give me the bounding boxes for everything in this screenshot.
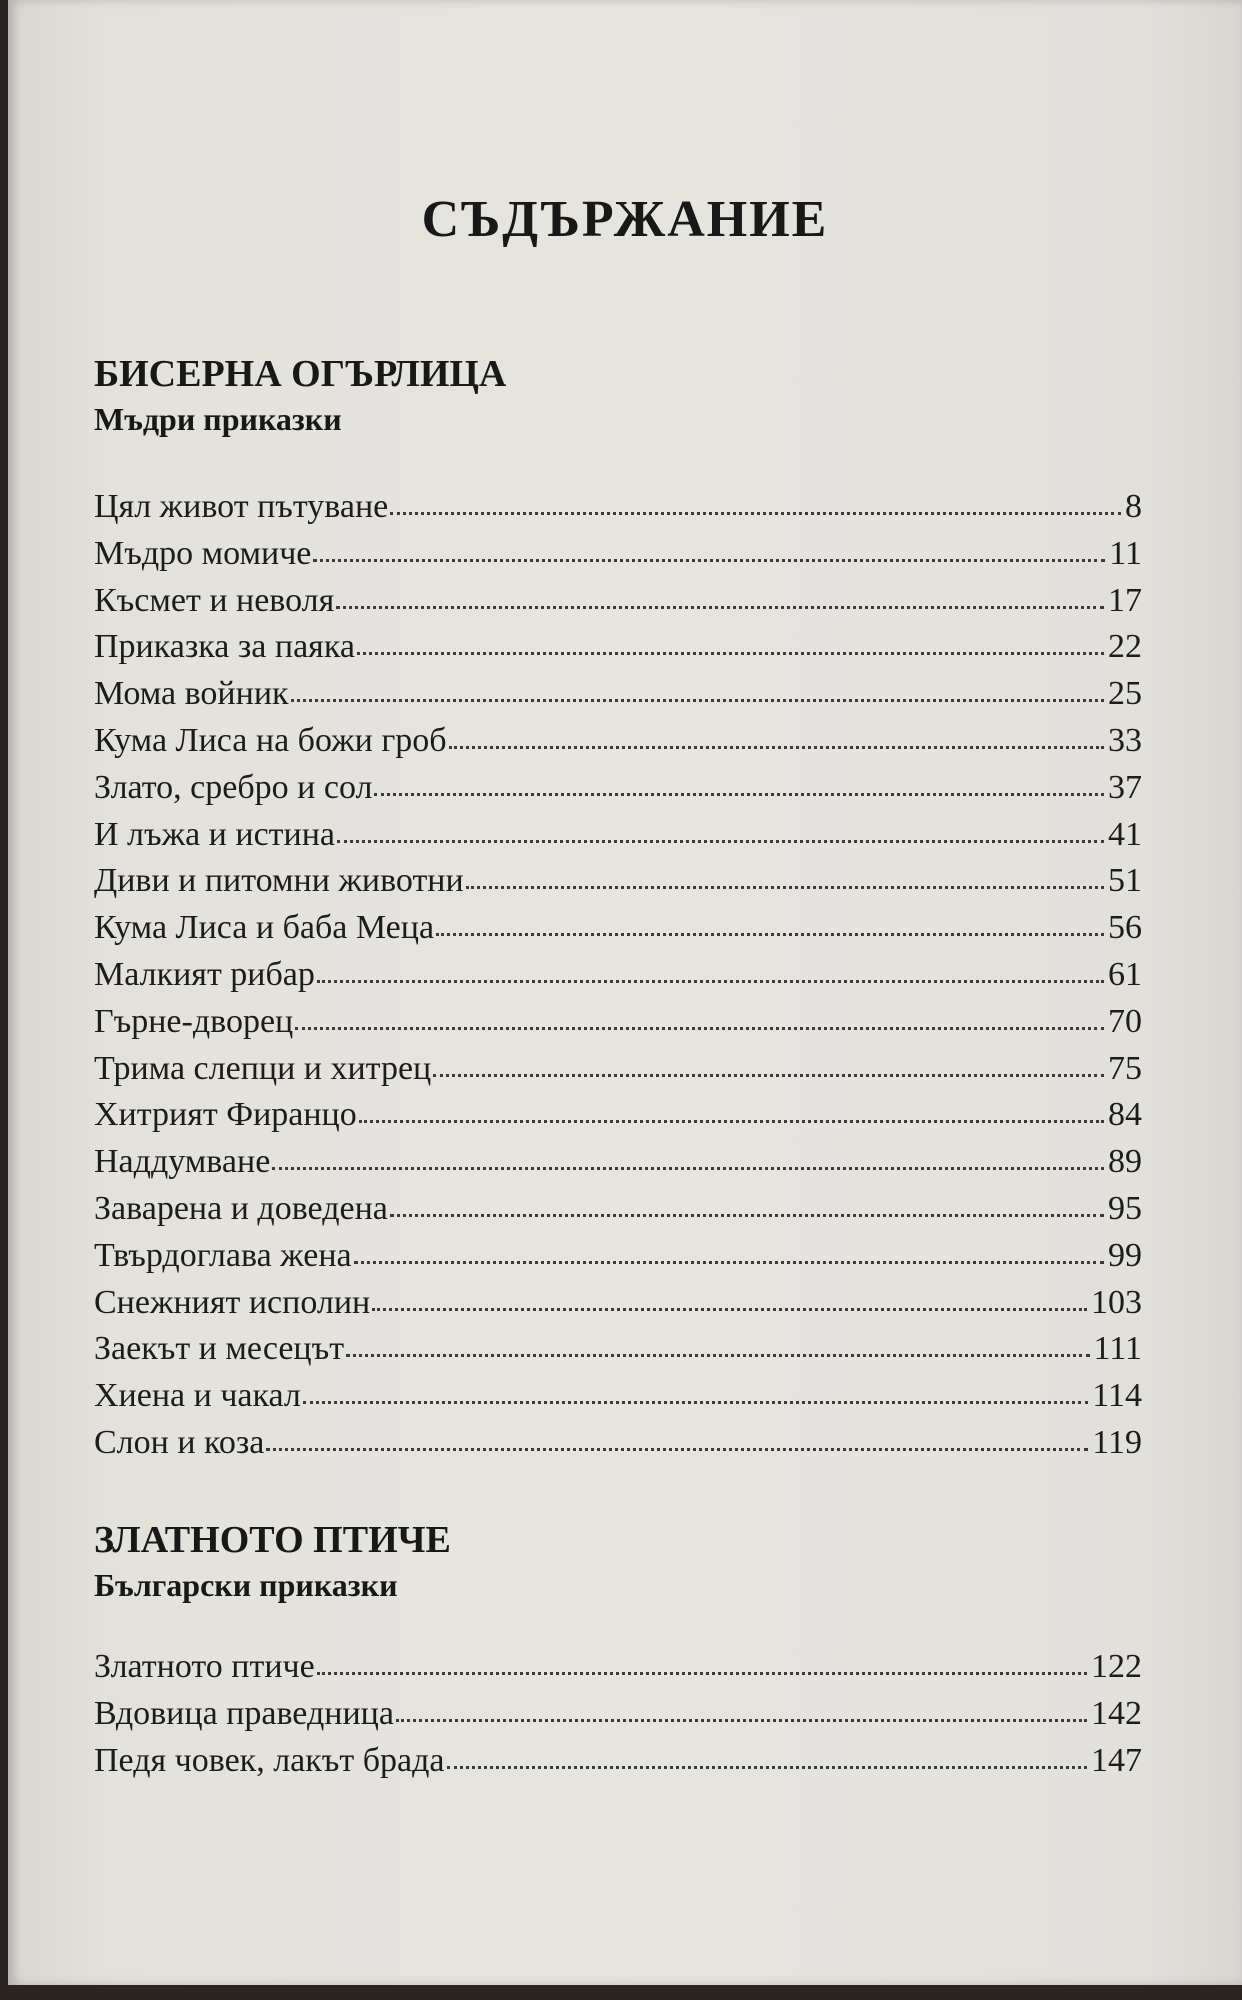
section-subtitle: Български приказки [94, 1567, 398, 1603]
toc-entry-title: Хиена и чакал [94, 1377, 301, 1415]
dot-leader [436, 933, 1104, 936]
toc-entry [94, 1330, 1142, 1377]
toc-entry-title: Злато, сребро и сол [94, 768, 373, 806]
toc-entry [94, 1284, 1142, 1331]
toc-entry-title: Заекът и месецът [94, 1330, 345, 1368]
toc-entry-page-number: 41 [1108, 815, 1142, 853]
toc-entry-page-number: 70 [1108, 1002, 1142, 1040]
dot-leader [374, 793, 1104, 796]
toc-entry-title: Твърдоглава жена [94, 1236, 352, 1274]
toc-entry [94, 1237, 1142, 1284]
toc-entry-page-number: 51 [1108, 862, 1142, 900]
toc-entry [94, 816, 1142, 863]
dot-leader [449, 746, 1104, 749]
toc-entry-page-number: 95 [1108, 1189, 1142, 1227]
dot-leader [372, 1308, 1087, 1311]
book-page [8, 0, 1242, 1985]
toc-entry-page-number: 89 [1108, 1143, 1142, 1181]
dot-leader [291, 699, 1104, 702]
toc-entry-title: Диви и питомни животни [94, 862, 464, 900]
dot-leader [359, 1120, 1104, 1123]
toc-entry-page-number: 103 [1091, 1283, 1142, 1321]
toc-entry-page-number: 8 [1125, 488, 1142, 525]
toc-entry-title: Кума Лиса на божи гроб [94, 721, 447, 759]
toc-entry [94, 769, 1142, 816]
dot-leader [266, 1448, 1088, 1451]
toc-entry [94, 488, 1142, 535]
toc-entry-title: Трима слепци и хитрец [94, 1049, 432, 1087]
toc-entry-page-number: 114 [1092, 1377, 1142, 1415]
dot-leader [466, 886, 1104, 889]
toc-entry-page-number: 122 [1091, 1648, 1142, 1685]
toc-entry-title: Цял живот пътуване [94, 488, 389, 525]
dot-leader [433, 1074, 1104, 1077]
dot-leader [272, 1167, 1104, 1170]
toc-entry-title: Гърне-дворец [94, 1002, 294, 1040]
toc-entry-page-number: 75 [1108, 1049, 1142, 1087]
toc-entry [94, 1424, 1142, 1471]
toc-entry-page-number: 37 [1108, 768, 1142, 806]
toc-entry-page-number: 119 [1092, 1423, 1142, 1461]
toc-entry-page-number: 142 [1091, 1694, 1142, 1732]
toc-list-section-1 [94, 488, 1142, 1471]
toc-entry-title: Приказка за паяка [94, 628, 355, 666]
toc-entry [94, 1096, 1142, 1143]
toc-entry [94, 1003, 1142, 1050]
toc-entry-title: Слон и коза [94, 1423, 265, 1461]
toc-entry [94, 1143, 1142, 1190]
toc-entry [94, 1648, 1142, 1695]
dot-leader [303, 1401, 1088, 1404]
toc-entry-page-number: 147 [1091, 1741, 1142, 1779]
dot-leader [390, 512, 1121, 515]
page-title: СЪДЪРЖАНИЕ [421, 191, 829, 248]
toc-entry-title: Хитрият Фиранцо [94, 1096, 357, 1134]
toc-entry-title: Снежният исполин [94, 1283, 371, 1321]
section-header-2 [94, 1518, 1142, 1606]
toc-entry-page-number: 99 [1108, 1236, 1142, 1274]
toc-entry [94, 956, 1142, 1003]
dot-leader [313, 559, 1105, 562]
toc-entry-page-number: 11 [1109, 534, 1142, 572]
toc-entry-title: Мома войник [94, 675, 289, 713]
toc-entry [94, 582, 1142, 629]
dot-leader [295, 1027, 1104, 1030]
toc-entry-page-number: 25 [1108, 675, 1142, 713]
toc-entry-title: И лъжа и истина [94, 815, 336, 853]
toc-entry [94, 862, 1142, 909]
toc-entry-title: Вдовица праведница [94, 1694, 394, 1732]
toc-entry [94, 909, 1142, 956]
dot-leader [354, 1261, 1104, 1264]
dot-leader [336, 606, 1104, 609]
dot-leader [346, 1354, 1089, 1357]
toc-entry [94, 1377, 1142, 1424]
section-title: БИСЕРНА ОГЪРЛИЦА [94, 353, 507, 395]
toc-entry-page-number: 84 [1108, 1096, 1142, 1134]
toc-entry [94, 535, 1142, 582]
dot-leader [317, 980, 1104, 983]
toc-entry-page-number: 17 [1108, 581, 1142, 619]
toc-entry-title: Мъдро момиче [94, 534, 312, 572]
toc-entry-page-number: 111 [1093, 1330, 1142, 1368]
dot-leader [337, 840, 1104, 843]
section-title: ЗЛАТНОТО ПТИЧЕ [94, 1519, 451, 1561]
toc-entry-title: Педя човек, лакът брада [94, 1741, 445, 1779]
toc-entry [94, 1050, 1142, 1097]
toc-entry-title: Златното птиче [94, 1648, 315, 1685]
toc-entry [94, 628, 1142, 675]
toc-entry-title: Заварена и доведена [94, 1189, 388, 1227]
toc-list-section-2 [94, 1648, 1142, 1788]
dot-leader [317, 1672, 1087, 1675]
dot-leader [390, 1214, 1104, 1217]
toc-entry-title: Кума Лиса и баба Меца [94, 909, 435, 947]
dot-leader [357, 652, 1104, 655]
toc-entry [94, 1190, 1142, 1237]
section-header-1 [94, 352, 1142, 440]
toc-entry-title: Наддумване [94, 1143, 271, 1181]
toc-entry-title: Малкият рибар [94, 955, 315, 993]
toc-entry-page-number: 22 [1108, 628, 1142, 666]
toc-entry-page-number: 56 [1108, 909, 1142, 947]
toc-entry-page-number: 33 [1108, 721, 1142, 759]
toc-entry [94, 1695, 1142, 1742]
toc-entry-title: Късмет и неволя [94, 581, 335, 619]
toc-entry-page-number: 61 [1108, 955, 1142, 993]
toc-entry [94, 675, 1142, 722]
toc-entry [94, 1742, 1142, 1789]
section-subtitle: Мъдри приказки [94, 401, 342, 437]
dot-leader [447, 1766, 1088, 1769]
dot-leader [396, 1719, 1087, 1722]
toc-entry [94, 722, 1142, 769]
